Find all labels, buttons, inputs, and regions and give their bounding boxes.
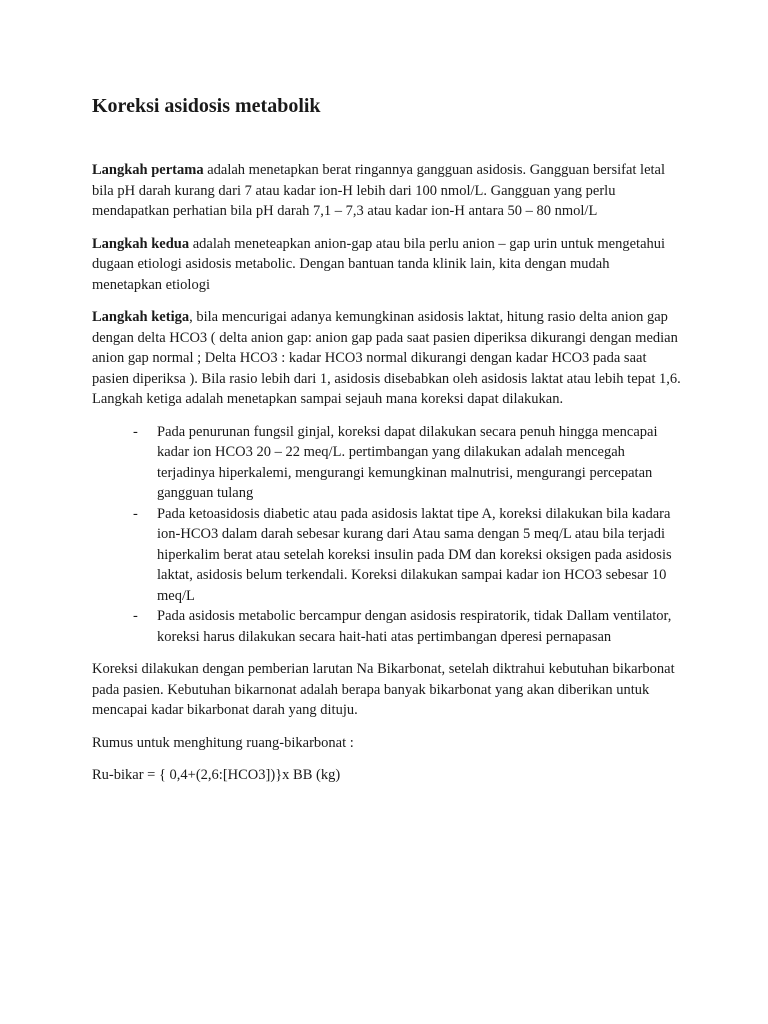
step-one-lead: Langkah pertama bbox=[92, 162, 204, 178]
step-one-paragraph bbox=[92, 160, 682, 222]
document-title: Koreksi asidosis metabolik bbox=[92, 95, 321, 117]
bullet-text: Pada ketoasidosis diabetic atau pada asidosis laktat tipe A, koreksi dilakukan bila kadara ion-HCO3 dalam darah sebesar kurang dari Atau sama dengan 5 meq/L atau bila terjadi hiperkalim berat atau setelah koreksi insulin pada DM dan koreksi oksigen pada asidosis laktat, asidosis belum terkendali. Koreksi dilakukan sampai kadar ion HCO3 sebesar 10 meq/L bbox=[157, 505, 672, 604]
step-three-text: , bila mencurigai adanya kemungkinan asidosis laktat, hitung rasio delta anion gap dengan delta HCO3 ( delta anion gap: anion gap pada saat pasien diperiksa dikurangi dengan median anion gap normal ; Delta HCO3 : kadar HCO3 normal dikurangi dengan kadar HCO3 pada saat pasien diperiksa ). Bila rasio lebih dari 1, asidosis disebabkan oleh asidosis laktat atau lebih tepat 1,6. Langkah ketiga adalah menetapkan sampai sejauh mana koreksi dapat dilakukan. bbox=[92, 309, 681, 407]
bullet-dash: - bbox=[133, 608, 138, 624]
list-item bbox=[92, 606, 682, 647]
bicarbonate-paragraph: Koreksi dilakukan dengan pemberian larutan Na Bikarbonat, setelah diktrahui kebutuhan bikarbonat pada pasien. Kebutuhan bikarnonat adalah berapa banyak bikarbonat yang akan diberikan untuk mencapai kadar bikarbonat darah yang dituju. bbox=[92, 661, 675, 718]
formula: Ru-bikar = { 0,4+(2,6:[HCO3])}x BB (kg) bbox=[92, 767, 341, 783]
correction-bullet-list bbox=[92, 422, 682, 648]
step-two-lead: Langkah kedua bbox=[92, 235, 190, 252]
step-two-text: adalah meneteapkan anion-gap atau bila perlu anion – gap urin untuk mengetahui dugaan etiologi asidosis metabolic. Dengan bantuan tanda klinik lain, kita dengan mudah menetapkan etiologi bbox=[92, 235, 666, 293]
bullet-dash: - bbox=[133, 505, 138, 522]
formula-intro: Rumus untuk menghitung ruang-bikarbonat : bbox=[92, 734, 354, 751]
bullet-dash: - bbox=[133, 423, 138, 440]
step-two-paragraph bbox=[92, 234, 682, 296]
step-three-paragraph bbox=[92, 307, 682, 410]
step-three-lead: Langkah ketiga bbox=[92, 309, 190, 325]
step-one-text: adalah menetapkan berat ringannya gangguan asidosis. Gangguan bersifat letal bila pH darah kurang dari 7 atau kadar ion-H lebih dari 100 nmol/L. Gangguan yang perlu mendapatkan perhatian bila pH darah 7,1 – 7,3 atau kadar ion-H antara 50 – 80 nmol/L bbox=[92, 162, 666, 219]
bullet-text: Pada asidosis metabolic bercampur dengan asidosis respiratorik, tidak Dallam ventilator, koreksi harus dilakukan secara hait-hati atas pertimbangan dperesi pernapasan bbox=[157, 608, 672, 645]
list-item bbox=[92, 504, 682, 607]
document-body bbox=[92, 160, 682, 798]
list-item bbox=[92, 422, 682, 504]
bullet-text: Pada penurunan fungsil ginjal, koreksi dapat dilakukan secara penuh hingga mencapai kadar ion HCO3 20 – 22 meq/L. pertimbangan yang dilakukan adalah mencegah terjadinya hiperkalemi, mengurangi kemungkinan malnutrisi, mengurangi percepatan gangguan tulang bbox=[157, 423, 658, 501]
